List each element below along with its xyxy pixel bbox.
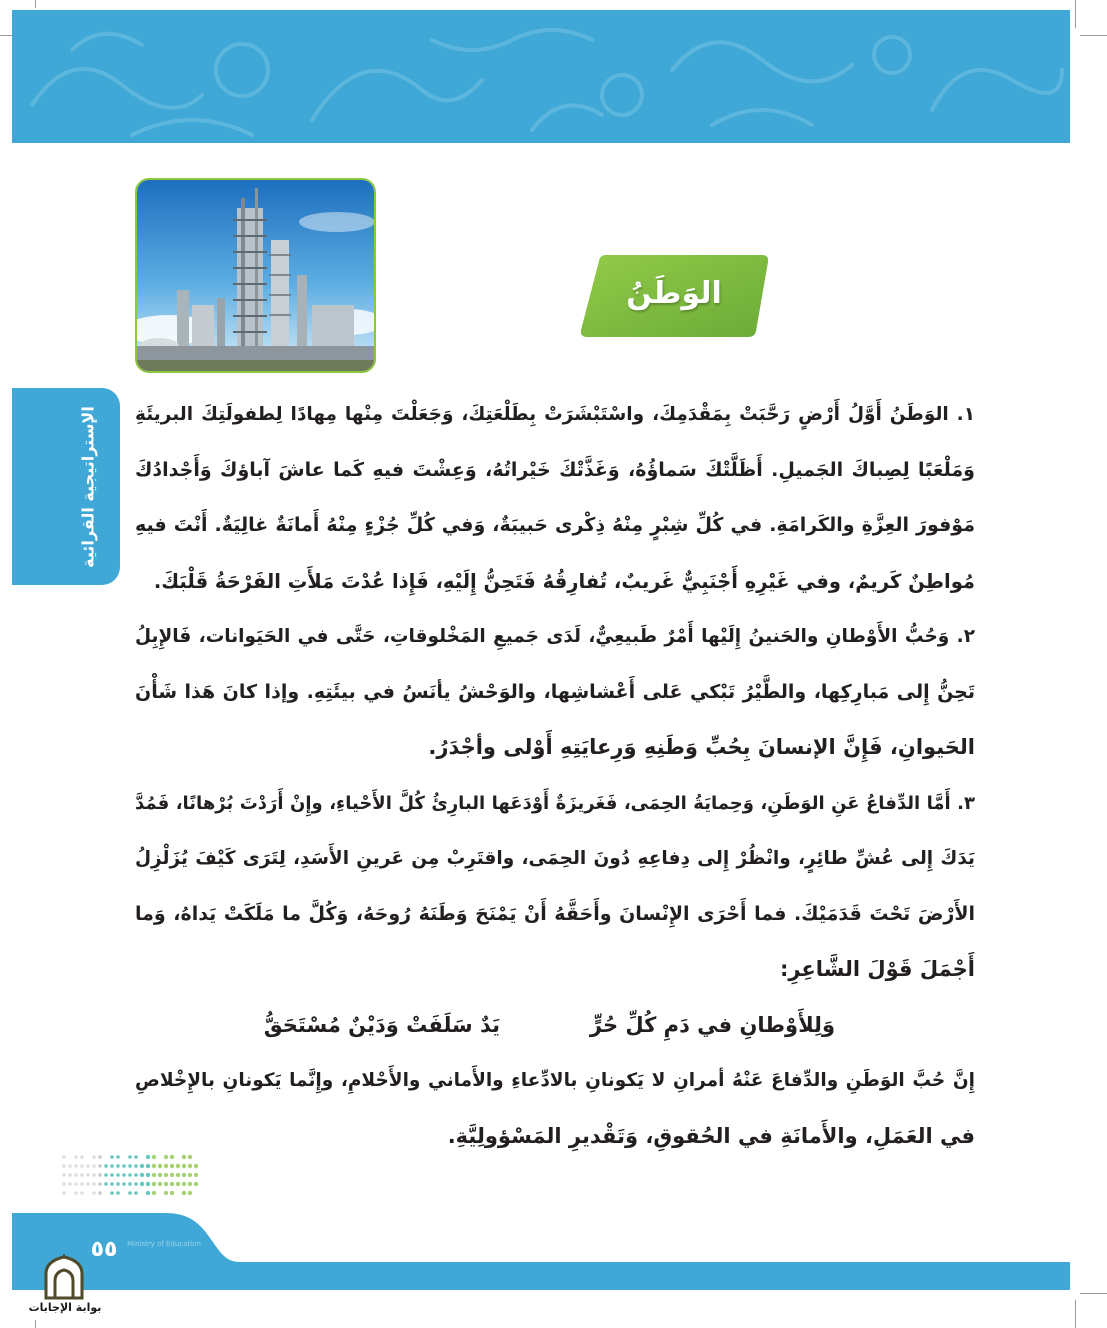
logo-dot (116, 1155, 120, 1159)
logo-dot (116, 1182, 120, 1186)
paragraph-2 (135, 609, 975, 776)
paragraph-line: الأَرْضَ تَحْتَ قَدَمَيْكَ. فما أَحْرَى الإِنْسانَ وأَحَقَّهُ أَنْ يَمْنَحَ وَطَنَهُ رُوحَهُ، وَكُلَّ ما مَلَكَتْ يَداهُ، وَما (135, 902, 975, 925)
paragraph-line: تَحِنُّ إِلى مَبارِكِها، والطَّيْرُ تَبْكي عَلى أَعْشاشِها، والوَحْشُ يأنَسُ في بيئَتِهِ. وإذا كانَ هَذا شَأْنَ (135, 680, 975, 703)
logo-dot (188, 1182, 192, 1186)
logo-dot (74, 1173, 78, 1177)
logo-dot (194, 1173, 198, 1177)
logo-dot (104, 1173, 108, 1177)
lesson-text (135, 387, 975, 1164)
logo-dot (98, 1173, 102, 1177)
paragraph-line: مُواطِنٌ كَريمٌ، وفي غَيْرِهِ أَجْنَبِيٌّ غَريبٌ، تُفارِقُهُ فَتَحِنُّ إِلَيْهِ، فَإِذا عُدْتَ مَلأَتِ الفَرْحَةُ قَلْبَكَ. (153, 569, 975, 593)
logo-dot (188, 1155, 192, 1159)
logo-dot (86, 1164, 90, 1168)
logo-dot (194, 1164, 198, 1168)
logo-dot (140, 1182, 144, 1186)
logo-dot (128, 1182, 132, 1186)
refinery-illustration (137, 180, 374, 371)
verse-first-hemistich: وَلِلأَوْطانِ في دَمِ كُلِّ حُرٍّ (589, 1012, 835, 1037)
logo-dot (152, 1164, 156, 1168)
logo-dot (62, 1155, 66, 1159)
logo-dot (122, 1182, 126, 1186)
logo-dot (170, 1164, 174, 1168)
logo-dot (170, 1155, 174, 1159)
logo-dot (86, 1173, 90, 1177)
crop-mark (1080, 35, 1107, 36)
lesson-title-box (578, 253, 770, 339)
logo-dot (152, 1173, 156, 1177)
poem-verse (135, 998, 975, 1054)
logo-dot (80, 1191, 84, 1195)
logo-dot (98, 1182, 102, 1186)
banner-pattern (12, 10, 1070, 143)
paragraph-1 (135, 387, 975, 609)
logo-dot (146, 1173, 150, 1177)
logo-dot (80, 1182, 84, 1186)
logo-dot (146, 1191, 150, 1195)
logo-dot (164, 1182, 168, 1186)
logo-dot (134, 1191, 138, 1195)
logo-dot (74, 1191, 78, 1195)
logo-dot (176, 1164, 180, 1168)
logo-dot (92, 1173, 96, 1177)
logo-dot (170, 1173, 174, 1177)
logo-dot (68, 1173, 72, 1177)
logo-dot (182, 1182, 186, 1186)
logo-dot (110, 1155, 114, 1159)
side-tab (12, 388, 120, 585)
paragraph-line: ١. الوَطَنُ أَوَّلُ أَرْضٍ رَحَّبَتْ بِمَقْدَمِكَ، واسْتَبْشَرَتْ بِطَلْعَتِكَ، وَجَعَلْتَ مِنْها مِهادًا لِطفولَتِكَ البريئَةِ (135, 404, 975, 425)
header-banner (12, 10, 1070, 143)
logo-dot (182, 1164, 186, 1168)
logo-dot (116, 1173, 120, 1177)
logo-dot (128, 1164, 132, 1168)
lesson-title: الوَطَنُ (626, 276, 722, 311)
logo-dot (80, 1173, 84, 1177)
logo-dot (140, 1164, 144, 1168)
crop-mark (1075, 0, 1076, 28)
logo-dot (158, 1182, 162, 1186)
logo-dot (128, 1191, 132, 1195)
logo-dot (110, 1173, 114, 1177)
closing-paragraph (135, 1053, 975, 1164)
logo-dot (146, 1164, 150, 1168)
logo-dot (182, 1155, 186, 1159)
logo-dot (152, 1155, 156, 1159)
logo-dot (128, 1173, 132, 1177)
paragraph-line: يَدَكَ إِلى عُشِّ طائِرٍ، وانْظُرْ إِلى دِفاعِهِ دُونَ الحِمَى، واقتَرِبْ مِن عَرينِ الأَسَدِ، لِتَرَى كَيْفَ يُزَلْزِلُ (135, 848, 975, 869)
logo-dot (74, 1155, 78, 1159)
paragraph-line: مَوْفورَ العِزَّةِ والكَرامَةِ. في كُلِّ شِبْرٍ مِنْهُ ذِكْرى حَبيبَةٌ، وَفي كُلِّ جُزْءٍ مِنْهُ أَمانَةٌ غالِيَةٌ. أَنْتَ فيهِ (135, 514, 975, 536)
logo-dot (164, 1191, 168, 1195)
paragraph-line: وَمَلْعَبًا لِصِباكَ الجَميلِ. أَظَلَّتْكَ سَماؤُهُ، وَغَذَّتْكَ خَيْراتُهُ، وَعِشْتَ فيهِ كَما عاشَ آباؤكَ وَأَجْدادُكَ (135, 458, 975, 481)
arch-gate-icon (40, 1254, 88, 1300)
page-number: ٥٥ (90, 1237, 118, 1262)
logo-dot (104, 1182, 108, 1186)
crop-mark (35, 1320, 36, 1328)
footer-band (0, 1205, 1107, 1295)
crop-mark (35, 0, 36, 8)
paragraph-line: إِنَّ حُبَّ الوَطَنِ والدِّفاعَ عَنْهُ أمرانِ لا يَكونانِ بالادِّعاءِ والأَماني والأَحْلامِ، وإِنَّما يَكونانِ بالإِخْلاصِ (135, 1070, 975, 1091)
logo-dot (74, 1182, 78, 1186)
logo-dot (98, 1191, 102, 1195)
watermark-label: بوابة الإجابات (28, 1301, 102, 1314)
logo-dot (134, 1173, 138, 1177)
logo-dot (110, 1182, 114, 1186)
logo-dot (134, 1182, 138, 1186)
logo-dot (116, 1164, 120, 1168)
logo-dot (68, 1164, 72, 1168)
logo-dot (170, 1191, 174, 1195)
logo-dot (188, 1191, 192, 1195)
logo-dot (92, 1182, 96, 1186)
ministry-name-en: Ministry of Education (127, 1240, 201, 1248)
logo-dot (158, 1173, 162, 1177)
logo-dot (152, 1191, 156, 1195)
logo-dot (98, 1155, 102, 1159)
logo-dot (116, 1191, 120, 1195)
logo-dot (140, 1173, 144, 1177)
paragraph-line: ٣. أَمَّا الدِّفاعُ عَنِ الوَطَنِ، وَحِمايَةُ الحِمَى، فَغَريزَةٌ أَوْدَعَها البارِئُ كُلَّ الأَحْياءِ، وإِنْ أَرَدْتَ بُرْهانًا، فَمُدَّ (135, 792, 975, 814)
logo-dot (62, 1164, 66, 1168)
logo-dot (164, 1155, 168, 1159)
logo-dot (122, 1173, 126, 1177)
logo-dot (128, 1155, 132, 1159)
logo-dot (188, 1173, 192, 1177)
logo-dot (122, 1164, 126, 1168)
logo-dot (152, 1182, 156, 1186)
logo-dot (68, 1182, 72, 1186)
logo-dot (188, 1164, 192, 1168)
paragraph-line: في العَمَلِ، والأَمانَةِ في الحُقوقِ، وَتَقْديرِ المَسْؤولِيَّةِ. (447, 1123, 975, 1148)
logo-dot (170, 1182, 174, 1186)
crop-mark (1075, 1300, 1076, 1328)
logo-dot (98, 1164, 102, 1168)
logo-dot (74, 1164, 78, 1168)
logo-dot (62, 1182, 66, 1186)
logo-dot (182, 1191, 186, 1195)
logo-dot (104, 1164, 108, 1168)
logo-dot (110, 1164, 114, 1168)
side-tab-label: الإستراتيجية القرائية (78, 405, 98, 568)
logo-dot (182, 1173, 186, 1177)
paragraph-3 (135, 776, 975, 998)
logo-dot (158, 1164, 162, 1168)
logo-dot (62, 1191, 66, 1195)
logo-dot (86, 1182, 90, 1186)
logo-dot (80, 1164, 84, 1168)
logo-dot (62, 1173, 66, 1177)
logo-dot (164, 1164, 168, 1168)
logo-dot (146, 1182, 150, 1186)
logo-dot (134, 1164, 138, 1168)
logo-dot (92, 1155, 96, 1159)
logo-dot (194, 1182, 198, 1186)
logo-dot (164, 1173, 168, 1177)
logo-dot (176, 1173, 180, 1177)
refinery-photo (135, 178, 376, 373)
verse-second-hemistich: يَدٌ سَلَفَتْ وَدَيْنٌ مُسْتَحَقُّ (263, 1012, 500, 1037)
logo-dot (146, 1155, 150, 1159)
paragraph-line: ٢. وَحُبُّ الأَوْطانِ والحَنينُ إِلَيْها أَمْرٌ طَبيعِيٌّ، لَدَى جَميعِ المَخْلوقاتِ، حَتَّى في الحَيَوانات، فَالإِبِلُ (135, 626, 975, 647)
logo-dot (134, 1155, 138, 1159)
paragraph-line: الحَيوانِ، فَإِنَّ الإنسانَ بِحُبِّ وَطَنِهِ وَرِعايَتِهِ أَوْلى وأجْدَرُ. (428, 735, 975, 759)
ministry-logo-dots (60, 1152, 200, 1200)
logo-dot (92, 1164, 96, 1168)
logo-dot (80, 1155, 84, 1159)
logo-dot (176, 1182, 180, 1186)
logo-dot (110, 1191, 114, 1195)
logo-dot (92, 1191, 96, 1195)
paragraph-line: أَجْمَلَ قَوْلَ الشَّاعِرِ: (779, 957, 975, 981)
